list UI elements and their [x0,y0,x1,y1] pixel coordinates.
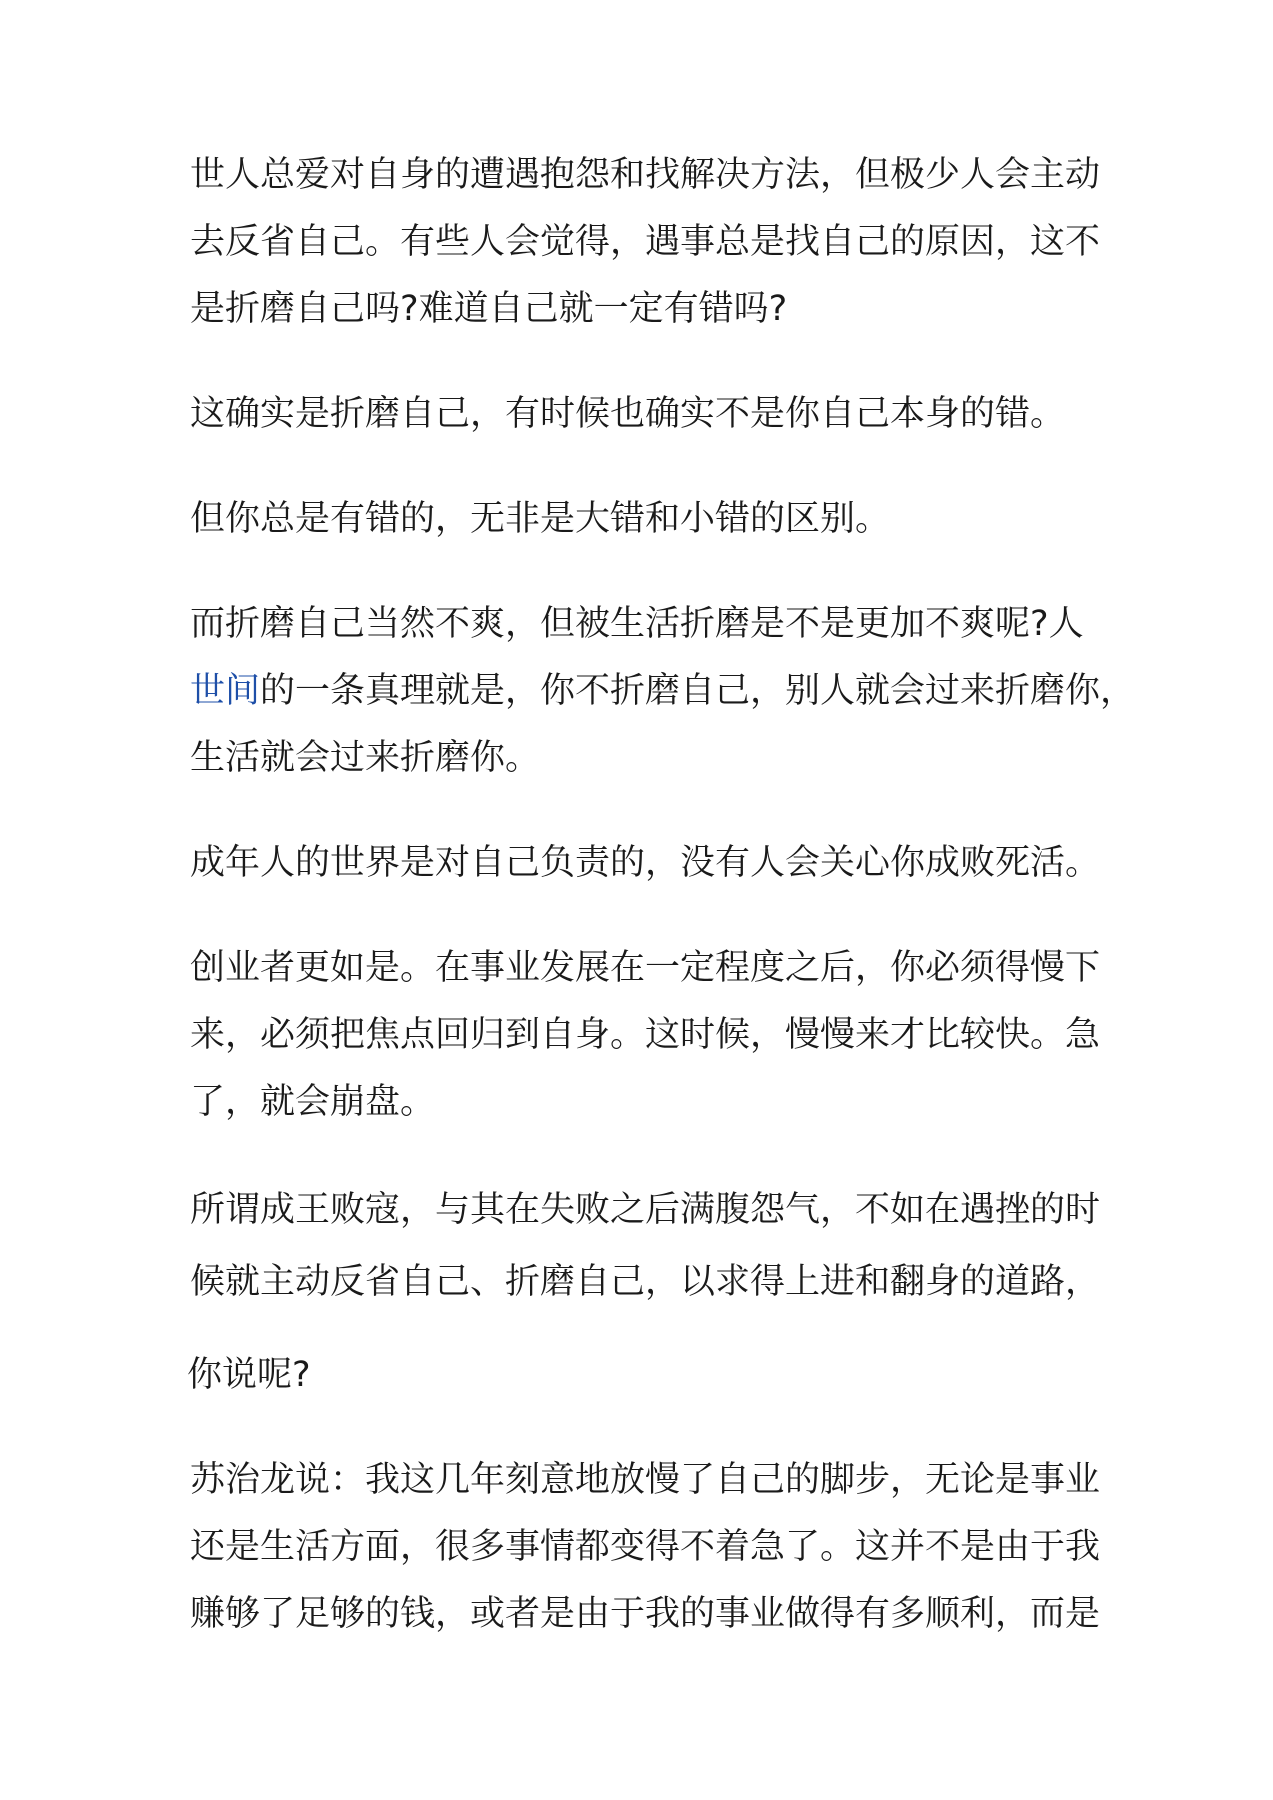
article-body [187,142,1136,1648]
paragraph-line [190,658,1136,725]
paragraph-2 [190,381,1090,448]
paragraph-4 [190,591,1136,792]
paragraph-line: 去反省自己。有些人会觉得，遇事总是找自己的原因，这不 [190,222,1101,262]
paragraph-line: 来，必须把焦点回归到自身。这时候，慢慢来才比较快。急 [190,1015,1101,1055]
paragraph-1 [190,142,1101,343]
paragraph-7 [190,1174,1101,1318]
paragraph-line: 你说呢? [187,1355,311,1395]
paragraph-6 [190,935,1101,1136]
paragraph-line-text: 的一条真理就是，你不折磨自己，别人就会过来折磨你， [260,671,1136,711]
paragraph-line: 所谓成王败寇，与其在失败之后满腹怨气，不如在遇挫的时 [190,1190,1101,1230]
paragraph-line: 成年人的世界是对自己负责的，没有人会关心你成败死活。 [190,843,1101,883]
paragraph-3 [190,486,1090,553]
world-link[interactable]: 世间 [190,671,261,711]
paragraph-line: 了，就会崩盘。 [190,1082,436,1122]
paragraph-line: 世人总爱对自身的遭遇抱怨和找解决方法，但极少人会主动 [190,155,1101,195]
paragraph-8 [187,1342,1090,1409]
paragraph-line: 创业者更如是。在事业发展在一定程度之后，你必须得慢下 [190,948,1101,988]
paragraph-line: 是折磨自己吗?难道自己就一定有错吗? [190,289,788,329]
paragraph-line: 赚够了足够的钱，或者是由于我的事业做得有多顺利，而是 [190,1594,1101,1634]
paragraph-line: 这确实是折磨自己，有时候也确实不是你自己本身的错。 [190,394,1066,434]
paragraph-9 [190,1447,1101,1648]
paragraph-5 [190,830,1101,897]
paragraph-line: 生活就会过来折磨你。 [190,738,541,778]
paragraph-line: 但你总是有错的，无非是大错和小错的区别。 [190,499,891,539]
paragraph-line: 候就主动反省自己、折磨自己，以求得上进和翻身的道路， [190,1262,1101,1302]
paragraph-line: 而折磨自己当然不爽，但被生活折磨是不是更加不爽呢?人 [190,604,1084,644]
paragraph-line: 苏治龙说：我这几年刻意地放慢了自己的脚步，无论是事业 [190,1460,1101,1500]
paragraph-line: 还是生活方面，很多事情都变得不着急了。这并不是由于我 [190,1527,1101,1567]
